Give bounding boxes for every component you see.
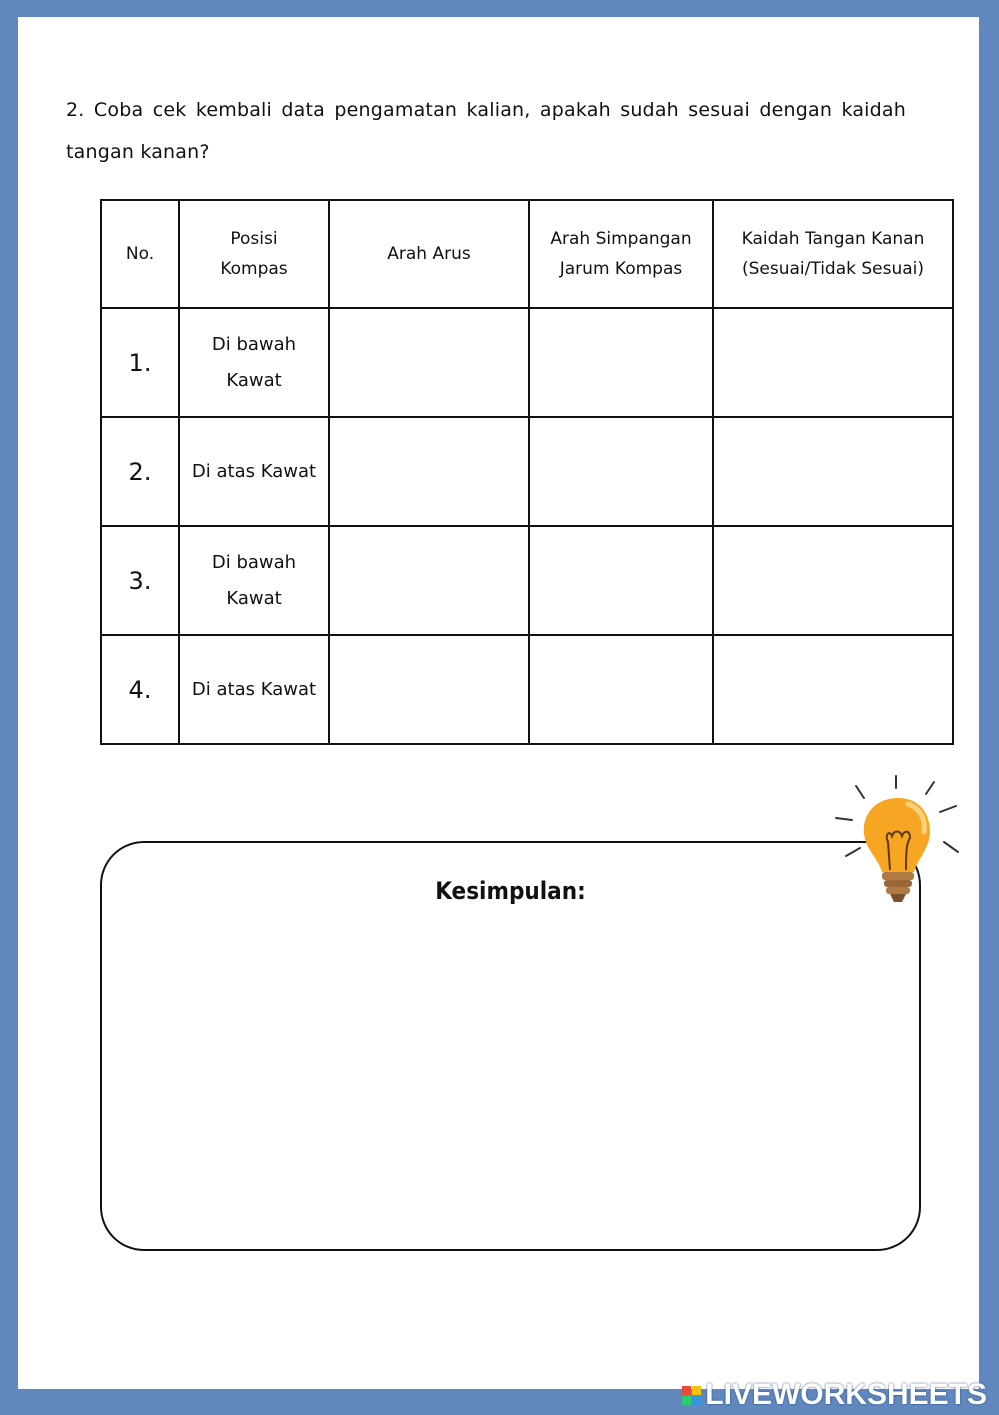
worksheet-page [18,17,979,1389]
table-header-row [101,200,953,308]
row-number: 2. [101,417,179,526]
cell-kaidah[interactable] [713,635,953,744]
row-posisi: Di bawah Kawat [179,308,329,417]
brand-text: LIVEWORKSHEETS [705,1378,987,1411]
cell-arah-simpangan[interactable] [529,635,713,744]
header-kaidah-tangan-kanan: Kaidah Tangan Kanan (Sesuai/Tidak Sesuai) [713,200,953,308]
conclusion-title: Kesimpulan: [435,877,586,905]
row-posisi: Di atas Kawat [179,417,329,526]
row-posisi: Di bawah Kawat [179,526,329,635]
cell-arah-simpangan[interactable] [529,308,713,417]
cell-arah-simpangan[interactable] [529,417,713,526]
cell-arah-arus[interactable] [329,635,529,744]
cell-arah-arus[interactable] [329,526,529,635]
header-arah-simpangan: Arah Simpangan Jarum Kompas [529,200,713,308]
row-number: 1. [101,308,179,417]
header-arah-arus: Arah Arus [329,200,529,308]
cell-kaidah[interactable] [713,526,953,635]
table-row [101,308,953,417]
row-posisi: Di atas Kawat [179,635,329,744]
cell-kaidah[interactable] [713,417,953,526]
row-number: 4. [101,635,179,744]
question-text: 2. Coba cek kembali data pengamatan kalian, apakah sudah sesuai dengan kaidah tangan kanan? [66,99,906,163]
liveworksheets-logo-icon [682,1386,701,1405]
table-row [101,417,953,526]
header-no: No. [101,200,179,308]
row-number: 3. [101,526,179,635]
observation-table [100,199,954,745]
cell-arah-arus[interactable] [329,308,529,417]
table-row [101,526,953,635]
cell-arah-arus[interactable] [329,417,529,526]
header-posisi-kompas: Posisi Kompas [179,200,329,308]
lightbulb-icon [830,772,965,912]
cell-kaidah[interactable] [713,308,953,417]
cell-arah-simpangan[interactable] [529,526,713,635]
liveworksheets-logo[interactable] [682,1378,987,1412]
table-row [101,635,953,744]
conclusion-box[interactable] [100,841,921,1251]
